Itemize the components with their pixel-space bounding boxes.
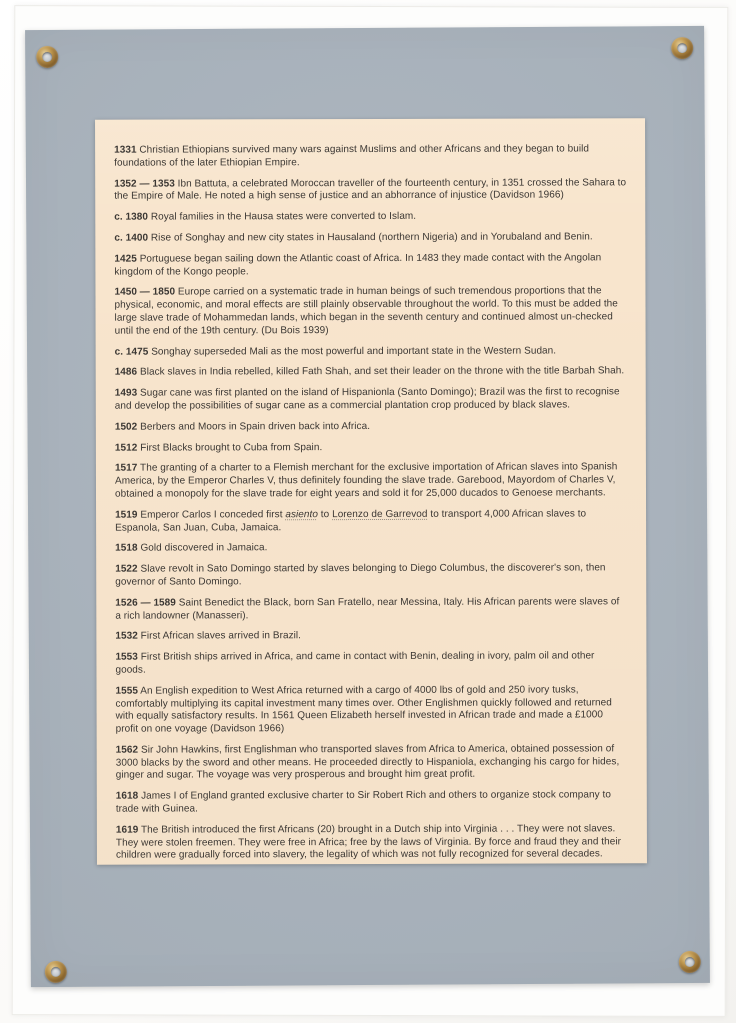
entry-text: Gold discovered in Jamaica.	[140, 542, 268, 554]
entry-text: Sugar cane was first planted on the island of Hispanionla (Santo Domingo); Brazil was the first to recognise and develop the possibilities of sugar cane as a commercial plantation crop produced by black slaves.	[114, 386, 620, 412]
entry-text: Emperor Carlos I conceded first	[140, 508, 286, 521]
timeline-entry	[115, 386, 627, 413]
entry-text: Ibn Battuta, a celebrated Moroccan traveller of the fourteenth century, in 1351 crossed the Sahara to the Empire of Male. He noted a high sense of justice and an abhorrance of injustice (Davidson 1966)	[114, 176, 627, 203]
timeline-entry	[115, 420, 627, 434]
entry-text: Portuguese began sailing down the Atlantic coast of Africa. In 1483 they made contact with the Angolan kingdom of the Kongo people.	[114, 252, 602, 278]
timeline-entry	[114, 231, 626, 245]
timeline-entry	[115, 345, 627, 359]
entry-text: First African slaves arrived in Brazil.	[140, 630, 302, 642]
timeline-entry	[115, 542, 627, 556]
grommet-bottom-left-icon	[45, 961, 67, 983]
entry-text: Berbers and Moors in Spain driven back into Africa.	[140, 420, 371, 433]
timeline-entries	[95, 118, 647, 863]
entry-year: 1425	[114, 253, 137, 265]
entry-text: Songhay superseded Mali as the most powerful and important state in the Western Sudan.	[151, 345, 557, 358]
timeline-entry	[115, 366, 627, 380]
timeline-entry	[115, 508, 627, 535]
timeline-entry	[115, 630, 627, 644]
entry-year: 1486	[114, 366, 138, 379]
entry-text: Black slaves in India rebelled, killed Fath Shah, and set their leader on the throne with the title Barbah Shah.	[139, 365, 625, 378]
entry-year: 1519	[115, 509, 138, 521]
timeline-entry	[116, 790, 628, 817]
timeline-entry	[116, 823, 628, 863]
timeline-entry	[114, 177, 626, 204]
grommet-hole	[51, 967, 61, 977]
timeline-entry	[114, 252, 626, 279]
timeline-entry	[116, 743, 628, 783]
entry-year: 1562	[115, 744, 139, 756]
grommet-top-left-icon	[36, 46, 58, 68]
grommet-bottom-right-icon	[679, 951, 701, 973]
grommet-hole	[677, 43, 687, 53]
entry-year: c. 1380	[114, 211, 149, 223]
entry-year: 1526 — 1589	[115, 597, 176, 609]
entry-text: Royal families in the Hausa states were converted to Islam.	[150, 211, 417, 223]
entry-year: 1532	[115, 630, 138, 642]
entry-text: An English expedition to West Africa returned with a cargo of 4000 lbs of gold and 250 ivory tusks, comfortably multiplying its capital investment many times over. Other Englishmen quickly followed and returned with equally satisfactory results. In 1561 Queen Elizabeth herself invested in African trade and made a £1000 profit on one voyage (Davidson 1966)	[115, 684, 612, 735]
timeline-entry	[115, 596, 627, 623]
entry-year: 1619	[115, 824, 139, 836]
timeline-entry	[114, 286, 626, 339]
entry-year: c. 1475	[114, 346, 149, 358]
entry-year: 1502	[114, 421, 138, 433]
entry-year: 1512	[114, 442, 138, 454]
entry-text: Christian Ethiopians survived many wars against Muslims and other Africans and they began to build foundations of the later Ethiopian Empire.	[114, 143, 589, 169]
entry-text: First Blacks brought to Cuba from Spain.	[140, 441, 323, 454]
entry-year: 1352 — 1353	[114, 178, 175, 190]
timeline-document	[95, 118, 647, 864]
timeline-entry	[115, 650, 627, 677]
timeline-entry	[115, 562, 627, 589]
entry-year: 1493	[114, 387, 138, 399]
entry-text: asiento	[285, 508, 318, 520]
timeline-entry	[114, 211, 626, 225]
entry-text: James I of England granted exclusive charter to Sir Robert Rich and others to organize stock company to trade with Guinea.	[115, 789, 611, 815]
entry-year: 1618	[115, 790, 139, 802]
entry-year: 1331	[114, 144, 137, 156]
entry-text: Saint Benedict the Black, born San Fratello, near Messina, Italy. His African parents were slaves of a rich landowner (Manasseri).	[115, 596, 620, 622]
entry-text: Sir John Hawkins, first Englishman who transported slaves from Africa to America, obtained possession of 3000 blacks by the sword and other means. He proceeded directly to Hispaniola, exchanging his cargo for hides, ginger and sugar. The voyage was very prosperous and brought him great profit.	[115, 743, 620, 782]
entry-text: to	[317, 508, 333, 520]
grommet-hole	[42, 52, 52, 62]
entry-text: First British ships arrived in Africa, and came in contact with Benin, dealing in ivory, palm oil and other goods.	[115, 650, 595, 676]
timeline-entry	[115, 441, 627, 455]
grommet-hole	[685, 957, 695, 967]
entry-year: 1553	[115, 651, 138, 663]
entry-year: 1522	[115, 563, 138, 575]
timeline-entry	[116, 684, 628, 737]
entry-text: Rise of Songhay and new city states in Hausaland (northern Nigeria) and in Yorubaland and Benin.	[150, 231, 593, 244]
grommet-top-right-icon	[671, 37, 693, 59]
entry-year: 1450 — 1850	[114, 286, 176, 299]
timeline-entry	[115, 462, 627, 502]
entry-text: Europe carried on a systematic trade in human beings of such tremendous proportions that the physical, economic, and moral effects are still plainly observable throughout the world. To this must be added the large slave trade of Mohammedan lands, which began in the seventh century and continued almost un-checked until the end of the 19th century. (Du Bois 1939)	[114, 285, 618, 337]
entry-text: to transport 4,000 African slaves to Espanola, San Juan, Cuba, Jamaica.	[115, 508, 587, 534]
entry-year: 1518	[115, 542, 138, 554]
entry-text: Lorenzo de Garrevod	[332, 508, 428, 520]
entry-text: The British introduced the first Africans (20) brought in a Dutch ship into Virginia . . . They were not slaves. They were stolen freemen. They were free in Africa; free by the laws of Virginia. By force and fraud they and their children were gradually forced into slavery, the legality of which was not fully recognized for several decades.	[115, 823, 622, 862]
timeline-entry	[114, 143, 626, 170]
entry-year: 1517	[114, 462, 138, 475]
entry-text: Slave revolt in Sato Domingo started by slaves belonging to Diego Columbus, the discoverer's son, then governor of Santo Domingo.	[115, 562, 606, 588]
entry-year: 1555	[115, 685, 138, 697]
entry-text: The granting of a charter to a Flemish merchant for the exclusive importation of African slaves into Spanish America, by the Emperor Charles V, thus definitely founding the slave trade. Garebood, Mayordom of Charles V, obtained a monopoly for the slave trade for eight years and sold it for 25,000 ducados to Genoese merchants.	[114, 461, 618, 500]
entry-year: c. 1400	[114, 232, 149, 244]
